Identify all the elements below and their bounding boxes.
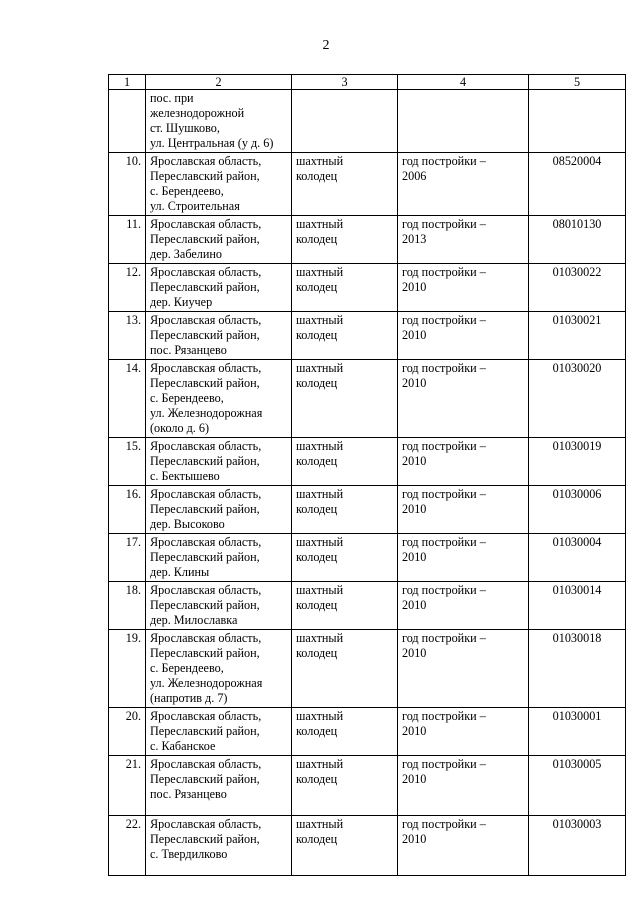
- code-cell: 01030005: [529, 756, 626, 816]
- address-cell-line: Переславский район,: [150, 454, 260, 468]
- code-cell: 01030021: [529, 312, 626, 360]
- address-cell-line: Переславский район,: [150, 550, 260, 564]
- address-cell-line: Ярославская область,: [150, 439, 262, 453]
- type-cell-line: шахтный: [296, 583, 344, 597]
- address-cell-line: Переславский район,: [150, 169, 260, 183]
- year-cell-line: год постройки –: [402, 817, 486, 831]
- address-cell-line: Ярославская область,: [150, 631, 262, 645]
- address-cell-line: ст. Шушково,: [150, 121, 220, 135]
- type-cell-line: шахтный: [296, 154, 344, 168]
- type-cell-line: колодец: [296, 646, 338, 660]
- column-header: 2: [146, 75, 292, 90]
- address-cell-line: Ярославская область,: [150, 757, 262, 771]
- year-cell-line: 2006: [402, 169, 427, 183]
- code-cell: 01030014: [529, 582, 626, 630]
- code-cell: 01030004: [529, 534, 626, 582]
- address-cell-line: (напротив д. 7): [150, 691, 228, 705]
- type-cell-line: колодец: [296, 169, 338, 183]
- address-cell: [146, 630, 292, 708]
- type-cell-line: колодец: [296, 724, 338, 738]
- address-cell-line: Переславский район,: [150, 724, 260, 738]
- row-number-cell: 12.: [109, 264, 146, 312]
- address-cell-line: Переславский район,: [150, 598, 260, 612]
- address-cell-line: (около д. 6): [150, 421, 210, 435]
- row-number-cell: 18.: [109, 582, 146, 630]
- year-cell: [398, 264, 529, 312]
- address-cell-line: ул. Железнодорожная: [150, 676, 263, 690]
- table-row: [109, 534, 626, 582]
- address-cell-line: пос. Рязанцево: [150, 343, 227, 357]
- code-cell: 01030022: [529, 264, 626, 312]
- address-cell-line: дер. Клины: [150, 565, 210, 579]
- table-header-row: [109, 75, 626, 90]
- code-cell: 01030003: [529, 816, 626, 876]
- year-cell-line: 2010: [402, 598, 427, 612]
- year-cell: [398, 90, 529, 153]
- address-cell-line: Переславский район,: [150, 232, 260, 246]
- year-cell: [398, 534, 529, 582]
- address-cell-line: Переславский район,: [150, 328, 260, 342]
- address-cell-line: с. Кабанское: [150, 739, 216, 753]
- address-cell: [146, 486, 292, 534]
- wells-table: [108, 74, 626, 876]
- type-cell: [292, 708, 398, 756]
- year-cell-line: 2010: [402, 772, 427, 786]
- year-cell: [398, 816, 529, 876]
- address-cell: [146, 312, 292, 360]
- address-cell-line: ул. Железнодорожная: [150, 406, 263, 420]
- type-cell-line: шахтный: [296, 817, 344, 831]
- type-cell-line: колодец: [296, 232, 338, 246]
- row-number-cell: 19.: [109, 630, 146, 708]
- code-cell: 01030018: [529, 630, 626, 708]
- type-cell: [292, 486, 398, 534]
- address-cell: [146, 90, 292, 153]
- address-cell: [146, 216, 292, 264]
- address-cell-line: Ярославская область,: [150, 361, 262, 375]
- address-cell-line: Ярославская область,: [150, 583, 262, 597]
- year-cell-line: год постройки –: [402, 583, 486, 597]
- address-cell-line: с. Берендеево,: [150, 184, 224, 198]
- year-cell-line: год постройки –: [402, 631, 486, 645]
- address-cell-line: Ярославская область,: [150, 535, 262, 549]
- year-cell-line: 2010: [402, 280, 427, 294]
- code-cell: [529, 90, 626, 153]
- year-cell: [398, 312, 529, 360]
- address-cell-line: с. Берендеево,: [150, 391, 224, 405]
- table-row: [109, 312, 626, 360]
- year-cell-line: 2010: [402, 328, 427, 342]
- type-cell: [292, 264, 398, 312]
- type-cell: [292, 438, 398, 486]
- year-cell-line: год постройки –: [402, 313, 486, 327]
- code-cell: 08010130: [529, 216, 626, 264]
- type-cell: [292, 216, 398, 264]
- address-cell: [146, 582, 292, 630]
- column-header: 1: [109, 75, 146, 90]
- address-cell-line: Ярославская область,: [150, 217, 262, 231]
- address-cell-line: с. Твердилково: [150, 847, 228, 861]
- table-row: [109, 90, 626, 153]
- address-cell-line: Переславский район,: [150, 646, 260, 660]
- address-cell: [146, 534, 292, 582]
- address-cell-line: ул. Центральная (у д. 6): [150, 136, 274, 150]
- type-cell-line: колодец: [296, 598, 338, 612]
- address-cell-line: Ярославская область,: [150, 817, 262, 831]
- year-cell: [398, 708, 529, 756]
- year-cell: [398, 216, 529, 264]
- year-cell-line: 2010: [402, 376, 427, 390]
- address-cell: [146, 756, 292, 816]
- type-cell-line: шахтный: [296, 265, 344, 279]
- type-cell-line: шахтный: [296, 361, 344, 375]
- year-cell: [398, 153, 529, 216]
- type-cell: [292, 756, 398, 816]
- year-cell-line: 2010: [402, 832, 427, 846]
- address-cell-line: Ярославская область,: [150, 265, 262, 279]
- year-cell-line: год постройки –: [402, 487, 486, 501]
- year-cell-line: 2010: [402, 550, 427, 564]
- address-cell: [146, 708, 292, 756]
- year-cell-line: год постройки –: [402, 265, 486, 279]
- address-cell-line: пос. Рязанцево: [150, 787, 227, 801]
- address-cell: [146, 153, 292, 216]
- address-cell-line: с. Берендеево,: [150, 661, 224, 675]
- year-cell-line: год постройки –: [402, 757, 486, 771]
- column-header: 4: [398, 75, 529, 90]
- table-row: [109, 708, 626, 756]
- year-cell-line: 2010: [402, 454, 427, 468]
- type-cell-line: колодец: [296, 550, 338, 564]
- row-number-cell: 11.: [109, 216, 146, 264]
- code-cell: 01030006: [529, 486, 626, 534]
- type-cell-line: шахтный: [296, 535, 344, 549]
- type-cell: [292, 534, 398, 582]
- row-number-cell: 16.: [109, 486, 146, 534]
- address-cell-line: дер. Высоково: [150, 517, 225, 531]
- address-cell-line: дер. Милославка: [150, 613, 238, 627]
- column-header: 5: [529, 75, 626, 90]
- type-cell: [292, 312, 398, 360]
- year-cell-line: год постройки –: [402, 217, 486, 231]
- address-cell-line: дер. Забелино: [150, 247, 222, 261]
- year-cell: [398, 360, 529, 438]
- address-cell: [146, 264, 292, 312]
- year-cell-line: 2010: [402, 502, 427, 516]
- type-cell-line: колодец: [296, 454, 338, 468]
- address-cell-line: Ярославская область,: [150, 487, 262, 501]
- address-cell-line: с. Бектышево: [150, 469, 220, 483]
- table-row: [109, 486, 626, 534]
- year-cell: [398, 630, 529, 708]
- year-cell-line: 2010: [402, 724, 427, 738]
- table-row: [109, 630, 626, 708]
- row-number-cell: 21.: [109, 756, 146, 816]
- year-cell-line: год постройки –: [402, 361, 486, 375]
- type-cell: [292, 816, 398, 876]
- table-row: [109, 816, 626, 876]
- address-cell: [146, 360, 292, 438]
- address-cell-line: Ярославская область,: [150, 313, 262, 327]
- type-cell-line: шахтный: [296, 631, 344, 645]
- address-cell-line: железнодорожной: [150, 106, 245, 120]
- address-cell-line: Переславский район,: [150, 376, 260, 390]
- type-cell-line: колодец: [296, 502, 338, 516]
- row-number-cell: 14.: [109, 360, 146, 438]
- type-cell: [292, 90, 398, 153]
- type-cell: [292, 582, 398, 630]
- row-number-cell: 22.: [109, 816, 146, 876]
- table-row: [109, 264, 626, 312]
- type-cell-line: колодец: [296, 280, 338, 294]
- row-number-cell: 10.: [109, 153, 146, 216]
- type-cell-line: колодец: [296, 328, 338, 342]
- type-cell-line: шахтный: [296, 217, 344, 231]
- table-row: [109, 216, 626, 264]
- address-cell-line: Ярославская область,: [150, 709, 262, 723]
- address-cell-line: ул. Строительная: [150, 199, 240, 213]
- year-cell-line: год постройки –: [402, 439, 486, 453]
- code-cell: 01030020: [529, 360, 626, 438]
- address-cell-line: Ярославская область,: [150, 154, 262, 168]
- table-body: [109, 90, 626, 876]
- table-row: [109, 438, 626, 486]
- column-header: 3: [292, 75, 398, 90]
- row-number-cell: 20.: [109, 708, 146, 756]
- address-cell-line: пос. при: [150, 91, 194, 105]
- code-cell: 01030019: [529, 438, 626, 486]
- table-row: [109, 582, 626, 630]
- year-cell-line: 2010: [402, 646, 427, 660]
- type-cell: [292, 630, 398, 708]
- year-cell-line: год постройки –: [402, 535, 486, 549]
- row-number-cell: [109, 90, 146, 153]
- code-cell: 01030001: [529, 708, 626, 756]
- code-cell: 08520004: [529, 153, 626, 216]
- type-cell-line: шахтный: [296, 313, 344, 327]
- row-number-cell: 13.: [109, 312, 146, 360]
- year-cell-line: год постройки –: [402, 709, 486, 723]
- type-cell-line: шахтный: [296, 439, 344, 453]
- address-cell: [146, 816, 292, 876]
- row-number-cell: 15.: [109, 438, 146, 486]
- type-cell: [292, 360, 398, 438]
- table-row: [109, 153, 626, 216]
- year-cell: [398, 438, 529, 486]
- address-cell-line: Переславский район,: [150, 832, 260, 846]
- address-cell: [146, 438, 292, 486]
- year-cell-line: год постройки –: [402, 154, 486, 168]
- year-cell: [398, 582, 529, 630]
- type-cell-line: шахтный: [296, 757, 344, 771]
- year-cell: [398, 486, 529, 534]
- type-cell-line: колодец: [296, 376, 338, 390]
- year-cell: [398, 756, 529, 816]
- type-cell-line: шахтный: [296, 709, 344, 723]
- address-cell-line: Переславский район,: [150, 502, 260, 516]
- type-cell-line: колодец: [296, 832, 338, 846]
- table-row: [109, 756, 626, 816]
- table-row: [109, 360, 626, 438]
- row-number-cell: 17.: [109, 534, 146, 582]
- address-cell-line: Переславский район,: [150, 772, 260, 786]
- page-number: 2: [322, 38, 330, 53]
- address-cell-line: дер. Киучер: [150, 295, 213, 309]
- address-cell-line: Переславский район,: [150, 280, 260, 294]
- type-cell: [292, 153, 398, 216]
- year-cell-line: 2013: [402, 232, 427, 246]
- type-cell-line: колодец: [296, 772, 338, 786]
- type-cell-line: шахтный: [296, 487, 344, 501]
